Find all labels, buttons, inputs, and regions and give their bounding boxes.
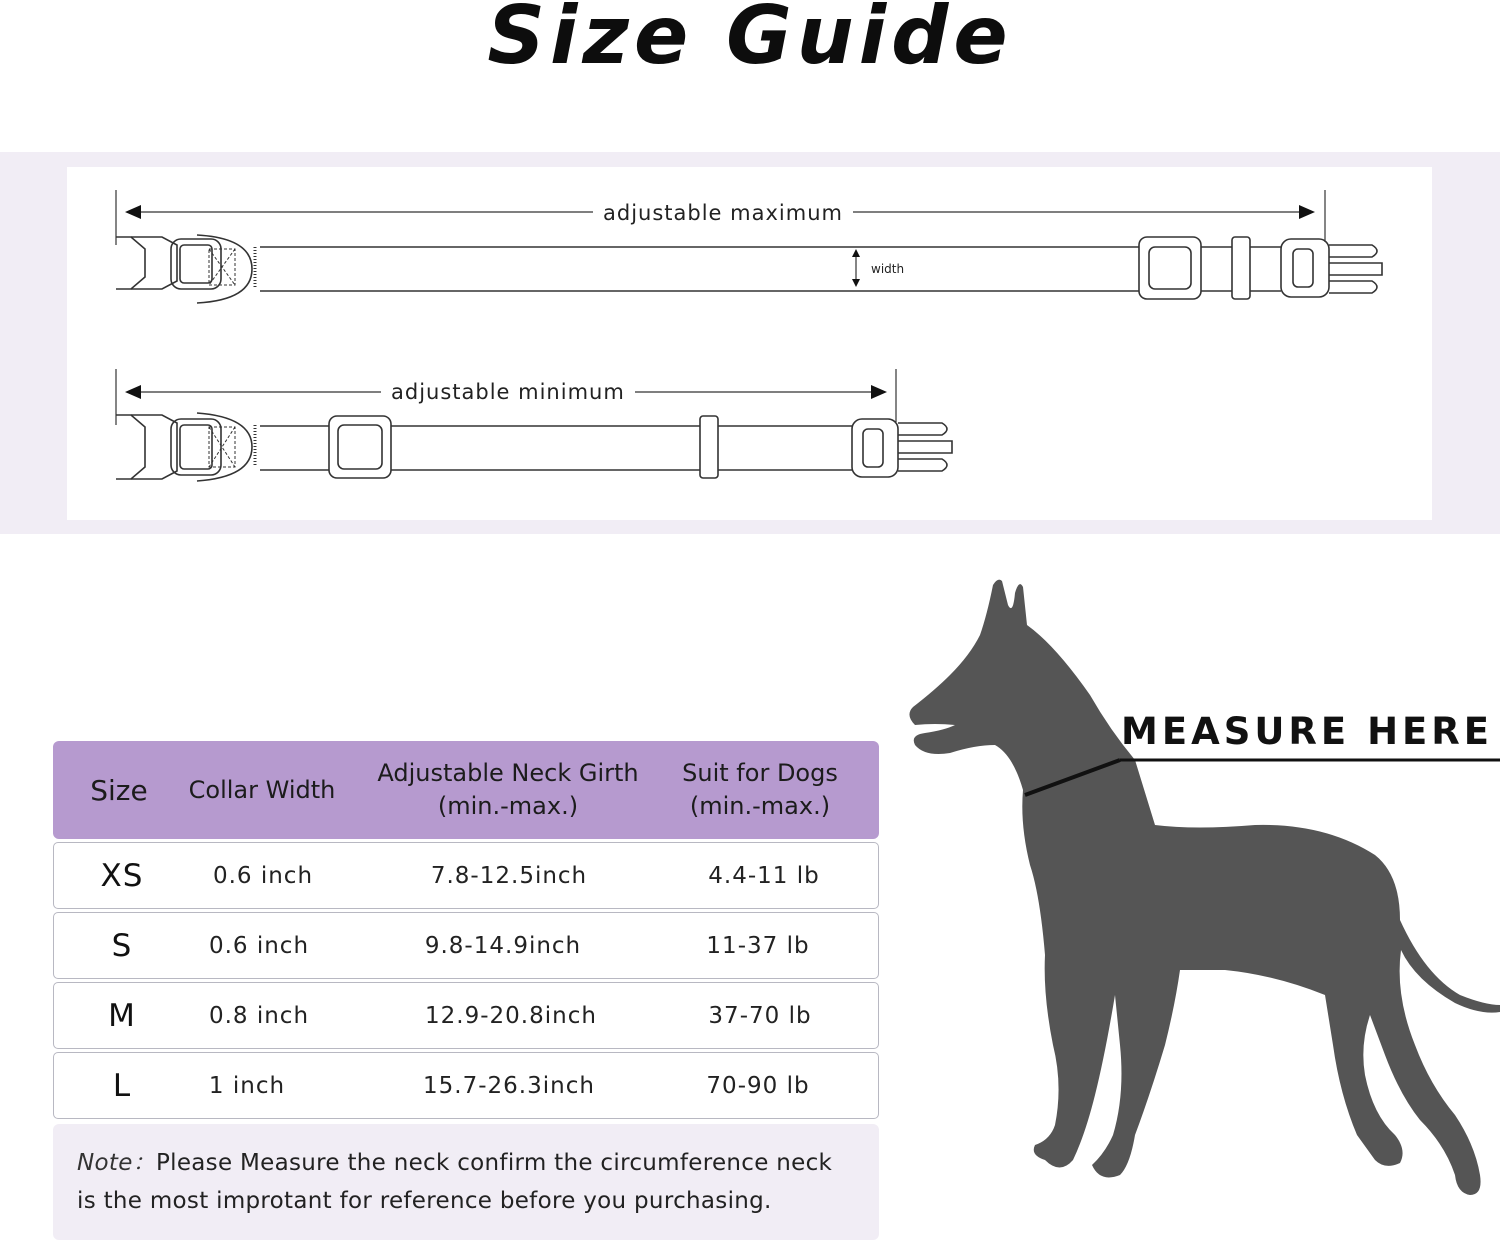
row-dog-weight: 4.4-11 lb	[708, 862, 820, 889]
table-row	[53, 842, 879, 909]
row-neck-girth: 7.8-12.5inch	[430, 862, 588, 889]
row-collar-width: 0.8 inch	[208, 1002, 310, 1029]
adjustable-maximum-label: adjustable maximum	[593, 201, 853, 225]
table-row	[53, 1052, 879, 1119]
row-neck-girth: 15.7-26.3inch	[423, 1072, 595, 1099]
row-neck-girth: 12.9-20.8inch	[425, 1002, 597, 1029]
size-table-header	[53, 741, 879, 839]
row-size: L	[112, 1067, 132, 1104]
note-line-2: is the most improtant for reference before you purchasing.	[77, 1188, 772, 1214]
collar-diagram	[67, 167, 1432, 520]
adjustable-minimum-label: adjustable minimum	[381, 380, 635, 404]
row-size: M	[108, 997, 136, 1034]
row-dog-weight: 70-90 lb	[706, 1072, 810, 1099]
row-collar-width: 1 inch	[208, 1072, 286, 1099]
row-neck-girth: 9.8-14.9inch	[424, 932, 582, 959]
table-row	[53, 982, 879, 1049]
width-label: width	[871, 262, 905, 276]
table-row	[53, 912, 879, 979]
row-size: S	[111, 927, 133, 964]
header-suit-for-dogs: Suit for Dogs (min.-max.)	[682, 759, 838, 820]
header-collar-width: Collar Width	[188, 775, 336, 804]
measure-here-label: MEASURE HERE	[1121, 710, 1494, 753]
page-title: Size Guide	[487, 0, 1013, 82]
row-size: XS	[100, 857, 144, 894]
row-dog-weight: 37-70 lb	[708, 1002, 812, 1029]
note-line-1	[77, 1144, 832, 1177]
header-neck-girth: Adjustable Neck Girth (min.-max.)	[377, 759, 639, 820]
header-size: Size	[90, 773, 148, 807]
note-label: Note：	[77, 1150, 156, 1176]
note-box	[53, 1124, 879, 1240]
dog-silhouette	[895, 575, 1500, 1200]
row-collar-width: 0.6 inch	[208, 932, 310, 959]
row-dog-weight: 11-37 lb	[706, 932, 810, 959]
row-collar-width: 0.6 inch	[212, 862, 314, 889]
note-text-1: Please Measure the neck confirm the circumference neck	[155, 1150, 833, 1176]
